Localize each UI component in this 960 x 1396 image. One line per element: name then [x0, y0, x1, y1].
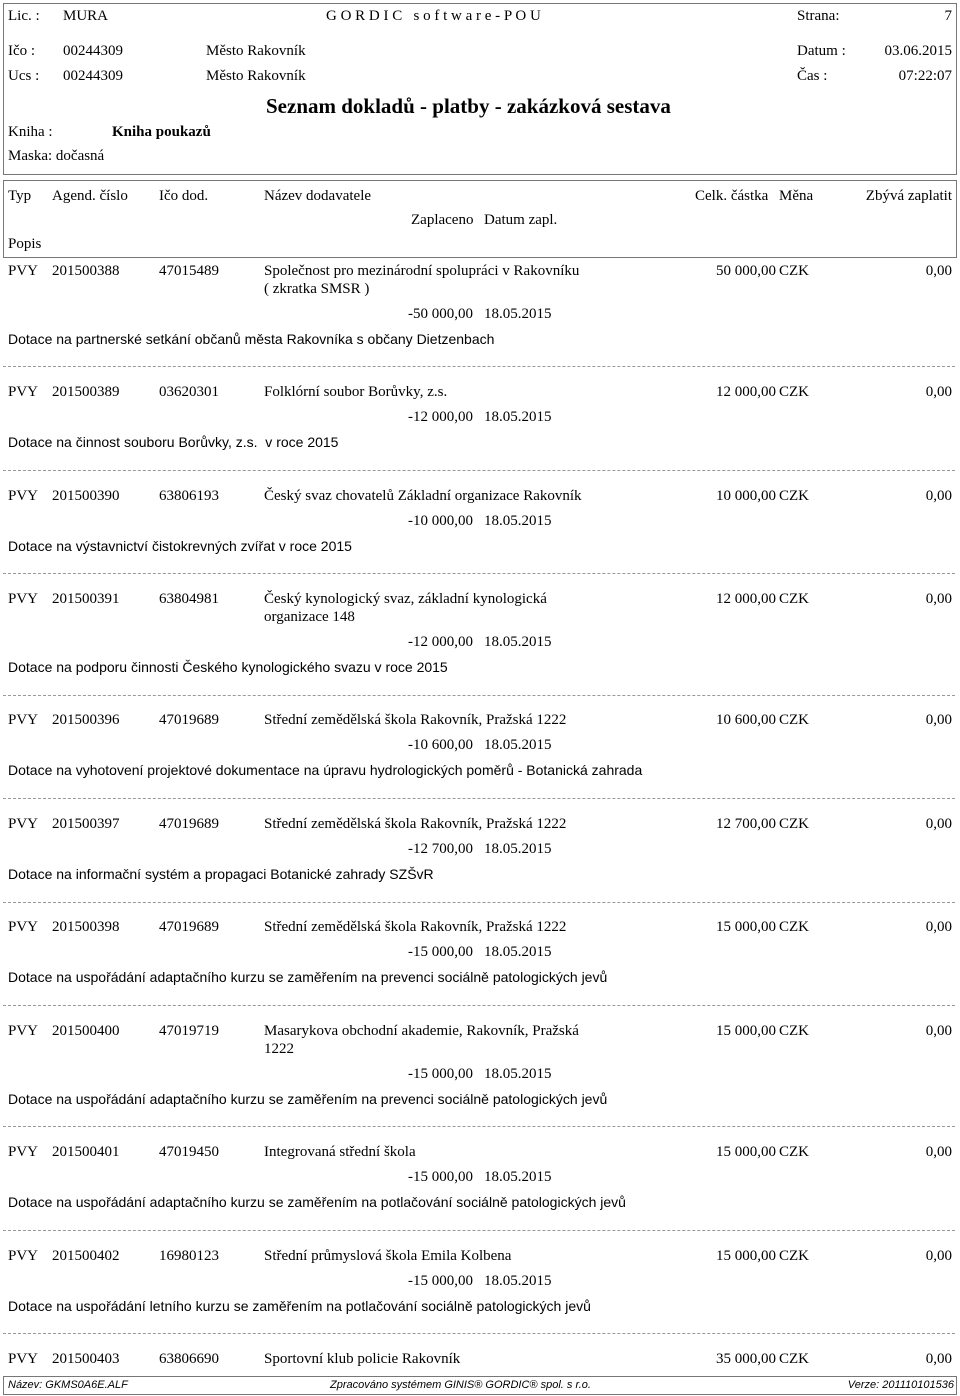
row-amount: 50 000,00 [716, 263, 776, 279]
row-paid: -10 600,00 [408, 737, 473, 753]
row-typ: PVY [8, 591, 39, 607]
row-amount: 10 600,00 [716, 712, 776, 728]
row-paid: -12 000,00 [408, 634, 473, 650]
row-currency: CZK [779, 1248, 809, 1264]
row-remaining: 0,00 [925, 919, 952, 935]
row-description: Dotace na uspořádání adaptačního kurzu se zaměřením na potlačování sociálně patologických jevů [8, 1194, 626, 1210]
row-paid-date: 18.05.2015 [484, 306, 552, 322]
row-description: Dotace na činnost souboru Borůvky, z.s. v roce 2015 [8, 434, 339, 450]
row-agend: 201500401 [52, 1144, 120, 1160]
col-agend: Agend. číslo [52, 188, 128, 204]
row-agend: 201500403 [52, 1351, 120, 1367]
row-agend: 201500389 [52, 384, 120, 400]
row-amount: 12 700,00 [716, 816, 776, 832]
kniha-value: Kniha poukazů [112, 124, 211, 140]
row-divider [3, 798, 955, 799]
row-currency: CZK [779, 1351, 809, 1367]
row-supplier-name-2: 1222 [264, 1041, 294, 1057]
row-paid: -15 000,00 [408, 1273, 473, 1289]
col-zaplaceno: Zaplaceno [411, 212, 474, 228]
row-amount: 15 000,00 [716, 1144, 776, 1160]
row-paid-date: 18.05.2015 [484, 1066, 552, 1082]
row-description: Dotace na podporu činnosti Českého kynologického svazu v roce 2015 [8, 659, 448, 675]
ico-label: Ičo : [8, 43, 36, 59]
row-currency: CZK [779, 1144, 809, 1160]
row-agend: 201500396 [52, 712, 120, 728]
row-currency: CZK [779, 1023, 809, 1039]
row-typ: PVY [8, 1351, 39, 1367]
header-frame [3, 3, 957, 175]
row-amount: 35 000,00 [716, 1351, 776, 1367]
row-supplier-name: Masarykova obchodní akademie, Rakovník, Pražská [264, 1023, 579, 1039]
row-agend: 201500398 [52, 919, 120, 935]
row-supplier-name: Střední zemědělská škola Rakovník, Pražská 1222 [264, 919, 567, 935]
col-typ: Typ [8, 188, 32, 204]
row-paid-date: 18.05.2015 [484, 409, 552, 425]
row-supplier-name: Folklórní soubor Borůvky, z.s. [264, 384, 448, 400]
row-amount: 15 000,00 [716, 1023, 776, 1039]
row-remaining: 0,00 [925, 1248, 952, 1264]
col-nazev: Název dodavatele [264, 188, 372, 204]
col-mena: Měna [779, 188, 814, 204]
row-currency: CZK [779, 816, 809, 832]
row-ico: 47015489 [159, 263, 219, 279]
row-currency: CZK [779, 591, 809, 607]
ucs-value: 00244309 [63, 68, 123, 84]
row-divider [3, 366, 955, 367]
row-divider [3, 1005, 955, 1006]
row-ico: 47019719 [159, 1023, 219, 1039]
row-ico: 16980123 [159, 1248, 219, 1264]
row-amount: 12 000,00 [716, 384, 776, 400]
row-paid-date: 18.05.2015 [484, 1169, 552, 1185]
footer-processed: Zpracováno systémem GINIS® GORDIC® spol. s r.o. [330, 1379, 591, 1391]
row-divider [3, 1230, 955, 1231]
row-remaining: 0,00 [925, 488, 952, 504]
row-currency: CZK [779, 384, 809, 400]
row-supplier-name: Střední průmyslová škola Emila Kolbena [264, 1248, 512, 1264]
row-supplier-name: Střední zemědělská škola Rakovník, Pražská 1222 [264, 816, 567, 832]
row-description: Dotace na partnerské setkání občanů města Rakovníka s občany Dietzenbach [8, 331, 495, 347]
col-popis: Popis [8, 236, 42, 252]
row-description: Dotace na uspořádání adaptačního kurzu se zaměřením na prevenci sociálně patologických jevů [8, 969, 608, 985]
lic-value: MURA [63, 8, 109, 24]
col-celk: Celk. částka [695, 188, 769, 204]
row-currency: CZK [779, 263, 809, 279]
col-ico: Ičo dod. [159, 188, 209, 204]
row-supplier-name: Společnost pro mezinárodní spolupráci v Rakovníku [264, 263, 580, 279]
row-divider [3, 1333, 955, 1334]
row-agend: 201500397 [52, 816, 120, 832]
row-divider [3, 470, 955, 471]
row-ico: 47019689 [159, 919, 219, 935]
row-typ: PVY [8, 816, 39, 832]
row-agend: 201500402 [52, 1248, 120, 1264]
row-supplier-name: Český kynologický svaz, základní kynologická [264, 591, 547, 607]
strana-value: 7 [944, 8, 952, 24]
row-paid-date: 18.05.2015 [484, 737, 552, 753]
row-currency: CZK [779, 488, 809, 504]
row-paid-date: 18.05.2015 [484, 1273, 552, 1289]
cas-value: 07:22:07 [898, 68, 952, 84]
cas-label: Čas : [797, 68, 828, 84]
row-amount: 15 000,00 [716, 1248, 776, 1264]
row-description: Dotace na výstavnictví čistokrevných zvířat v roce 2015 [8, 538, 352, 554]
row-supplier-name: Český svaz chovatelů Základní organizace Rakovník [264, 488, 582, 504]
row-supplier-name: Sportovní klub policie Rakovník [264, 1351, 461, 1367]
row-ico: 47019689 [159, 816, 219, 832]
row-description: Dotace na informační systém a propagaci Botanické zahrady SZŠvR [8, 866, 434, 882]
row-agend: 201500400 [52, 1023, 120, 1039]
col-zbyva: Zbývá zaplatit [865, 188, 952, 204]
row-agend: 201500388 [52, 263, 120, 279]
row-typ: PVY [8, 1144, 39, 1160]
col-datum-zapl: Datum zapl. [484, 212, 558, 228]
row-divider [3, 902, 955, 903]
row-remaining: 0,00 [925, 263, 952, 279]
column-header-frame [3, 180, 957, 258]
row-typ: PVY [8, 712, 39, 728]
row-agend: 201500390 [52, 488, 120, 504]
row-ico: 63806690 [159, 1351, 219, 1367]
kniha-label: Kniha : [8, 124, 53, 140]
software-name: G O R D I C s o f t w a r e - P O U [326, 8, 541, 24]
row-typ: PVY [8, 1023, 39, 1039]
row-remaining: 0,00 [925, 1351, 952, 1367]
row-typ: PVY [8, 488, 39, 504]
report-title: Seznam dokladů - platby - zakázková sestava [266, 94, 671, 118]
row-amount: 15 000,00 [716, 919, 776, 935]
row-divider [3, 695, 955, 696]
row-typ: PVY [8, 1248, 39, 1264]
maska-label: Maska: dočasná [8, 148, 105, 164]
row-supplier-name-2: organizace 148 [264, 609, 355, 625]
datum-label: Datum : [797, 43, 846, 59]
row-currency: CZK [779, 712, 809, 728]
row-paid-date: 18.05.2015 [484, 841, 552, 857]
row-divider [3, 573, 955, 574]
row-agend: 201500391 [52, 591, 120, 607]
ucs-label: Ucs : [8, 68, 40, 84]
row-typ: PVY [8, 919, 39, 935]
row-paid-date: 18.05.2015 [484, 944, 552, 960]
row-paid: -12 000,00 [408, 409, 473, 425]
strana-label: Strana: [797, 8, 840, 24]
row-remaining: 0,00 [925, 591, 952, 607]
row-currency: CZK [779, 919, 809, 935]
row-typ: PVY [8, 384, 39, 400]
row-supplier-name: Střední zemědělská škola Rakovník, Pražská 1222 [264, 712, 567, 728]
row-ico: 63804981 [159, 591, 219, 607]
row-paid-date: 18.05.2015 [484, 513, 552, 529]
row-remaining: 0,00 [925, 1023, 952, 1039]
row-supplier-name: Integrovaná střední škola [264, 1144, 416, 1160]
row-remaining: 0,00 [925, 1144, 952, 1160]
row-remaining: 0,00 [925, 384, 952, 400]
row-ico: 47019450 [159, 1144, 219, 1160]
lic-label: Lic. : [8, 8, 40, 24]
row-description: Dotace na uspořádání adaptačního kurzu se zaměřením na prevenci sociálně patologických jevů [8, 1091, 608, 1107]
row-amount: 10 000,00 [716, 488, 776, 504]
row-amount: 12 000,00 [716, 591, 776, 607]
row-paid: -12 700,00 [408, 841, 473, 857]
ico-name: Město Rakovník [206, 43, 306, 59]
row-paid: -15 000,00 [408, 1066, 473, 1082]
row-ico: 03620301 [159, 384, 219, 400]
ico-value: 00244309 [63, 43, 123, 59]
ucs-name: Město Rakovník [206, 68, 306, 84]
row-paid: -15 000,00 [408, 1169, 473, 1185]
row-description: Dotace na vyhotovení projektové dokumentace na úpravu hydrologických poměrů - Botanická zahrada [8, 762, 643, 778]
row-ico: 63806193 [159, 488, 219, 504]
footer-version: Verze: 201110101536 [847, 1379, 954, 1391]
row-supplier-name-2: ( zkratka SMSR ) [264, 281, 370, 297]
row-remaining: 0,00 [925, 712, 952, 728]
row-paid: -15 000,00 [408, 944, 473, 960]
row-remaining: 0,00 [925, 816, 952, 832]
row-description: Dotace na uspořádání letního kurzu se zaměřením na potlačování sociálně patologických jevů [8, 1298, 591, 1314]
row-typ: PVY [8, 263, 39, 279]
row-paid: -50 000,00 [408, 306, 473, 322]
row-ico: 47019689 [159, 712, 219, 728]
row-divider [3, 1126, 955, 1127]
row-paid-date: 18.05.2015 [484, 634, 552, 650]
row-paid: -10 000,00 [408, 513, 473, 529]
datum-value: 03.06.2015 [884, 43, 952, 59]
footer-name: Název: GKMS0A6E.ALF [8, 1379, 128, 1391]
